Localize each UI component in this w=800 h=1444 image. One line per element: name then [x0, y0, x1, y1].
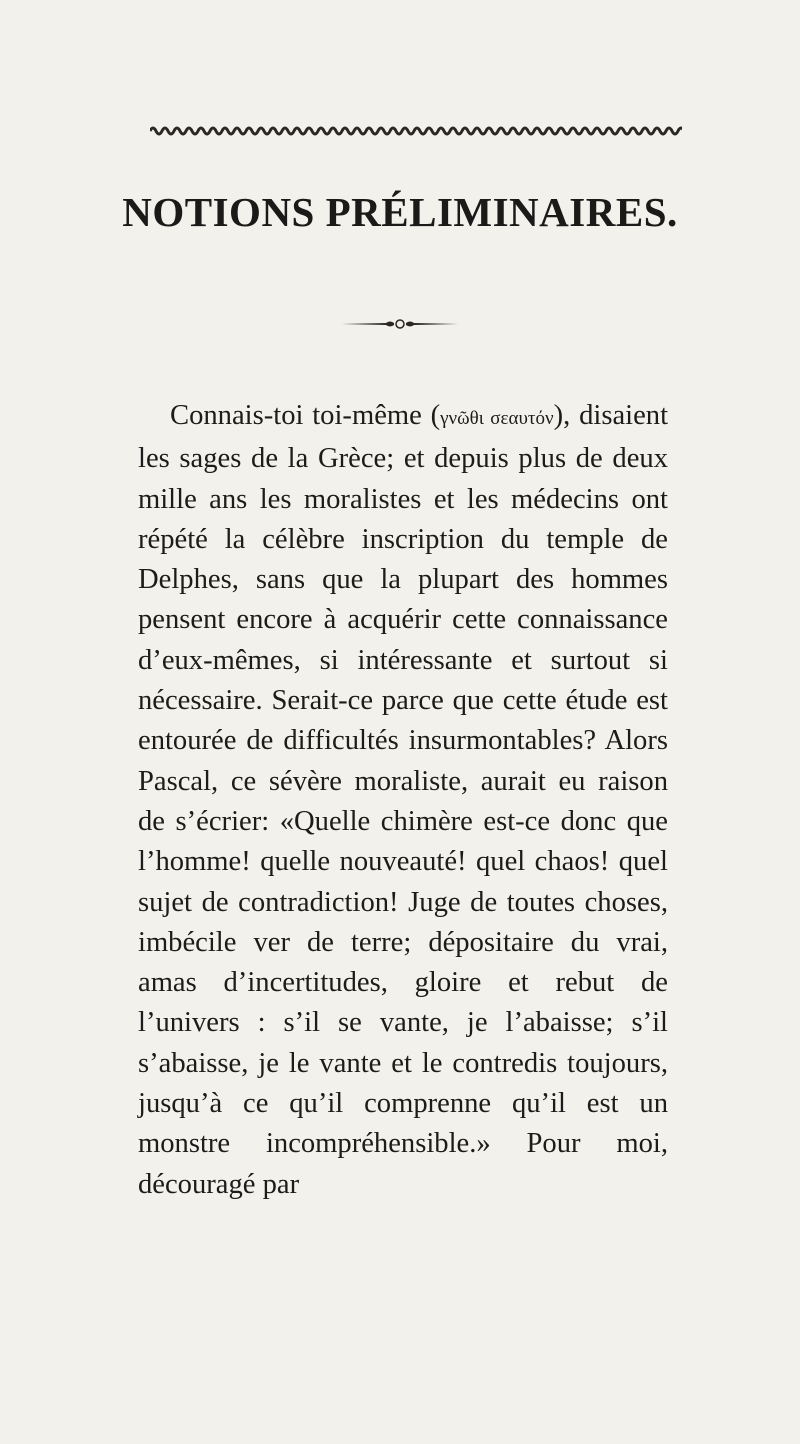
greek-phrase: γνῶθι σεαυτόν: [440, 408, 554, 429]
ornamental-top-rule: [150, 124, 682, 138]
paragraph-lead-text: Connais-toi toi-même (: [170, 400, 441, 431]
body-paragraph: [138, 396, 668, 1205]
ornamental-divider: [340, 318, 460, 330]
paragraph-main-text: ), disaient les sages de la Grèce; et depuis plus de deux mille ans les moralistes et les médecins ont répété la célèbre inscription du temple de Delphes, sans que la plupart des hommes pensent encore à acquérir cette connaissance d’eux-mêmes, si intéressante et surtout si nécessaire. Serait-ce parce que cette étude est entourée de difficultés insurmontables? Alors Pascal, ce sévère moraliste, aurait eu raison de s’écrier: «Quelle chimère est-ce donc que l’homme! quelle nouveauté! quel chaos! quel sujet de contradiction! Juge de toutes choses, imbécile ver de terre; dépositaire du vrai, amas d’incertitudes, gloire et rebut de l’univers : s’il se vante, je l’abaisse; s’il s’abaisse, je le vante et le contredis toujours, jusqu’à ce qu’il comprenne qu’il est un monstre incompréhensible.» Pour moi, découragé par: [138, 400, 669, 1200]
page-title: NOTIONS PRÉLIMINAIRES.: [122, 189, 678, 235]
